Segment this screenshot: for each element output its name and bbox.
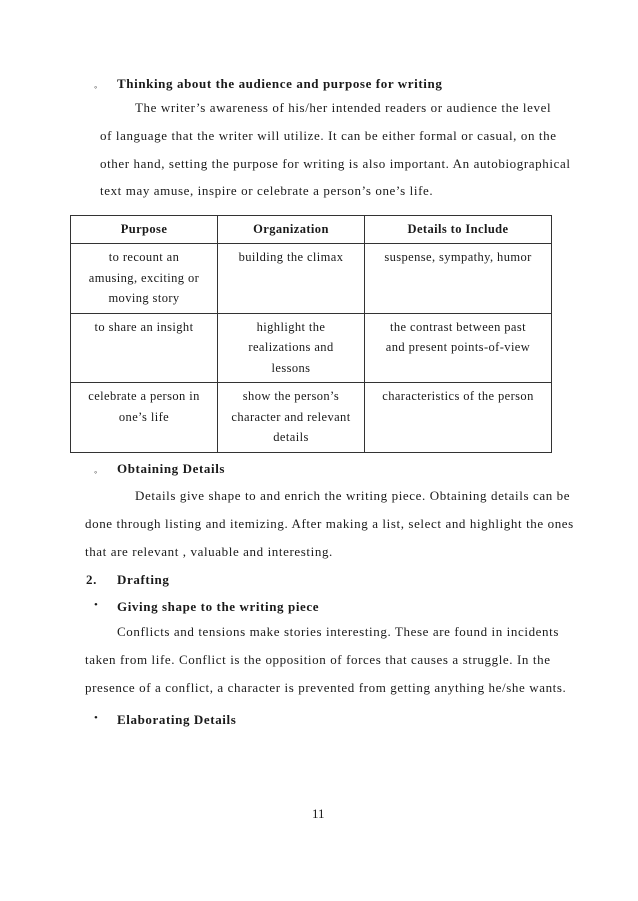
column-header-organization: Organization	[218, 216, 365, 244]
paragraph-line: presence of a conflict, a character is prevented from getting anything he/she wants.	[85, 680, 567, 695]
page-number: 11	[312, 806, 325, 821]
cell-text: suspense, sympathy, humor	[384, 250, 532, 264]
cell-text: details	[273, 430, 309, 444]
paragraph-line: that are relevant , valuable and interesting.	[85, 544, 333, 559]
section-heading-thinking: Thinking about the audience and purpose for writing	[117, 76, 443, 91]
cell-text: and present points-of-view	[385, 340, 531, 354]
bullet-icon: ◦	[94, 82, 98, 92]
cell-text: realizations and	[248, 340, 334, 354]
table-cell	[71, 313, 218, 383]
cell-text: one’s life	[118, 409, 170, 424]
cell-text: characteristics of the person	[382, 389, 534, 403]
section-heading-elaborating: Elaborating Details	[117, 712, 237, 727]
section-heading-obtaining: Obtaining Details	[117, 461, 226, 476]
paragraph-line: taken from life. Conflict is the opposition of forces that causes a struggle. In the	[85, 652, 551, 667]
table-cell	[365, 383, 552, 453]
table-cell	[218, 244, 365, 314]
cell-text: to recount an	[108, 250, 180, 264]
cell-text: amusing, exciting or	[88, 270, 200, 285]
table-row	[71, 244, 552, 314]
cell-text: lessons	[271, 360, 311, 375]
paragraph-line: other hand, setting the purpose for writing is also important. An autobiographical	[100, 156, 571, 171]
table-cell	[218, 313, 365, 383]
section-number: 2.	[86, 572, 97, 587]
table-cell	[218, 383, 365, 453]
table-header-row	[71, 216, 552, 244]
cell-text: to share an insight	[94, 319, 194, 334]
cell-text: celebrate a person in	[88, 389, 200, 403]
section-heading-giving-shape: Giving shape to the writing piece	[117, 599, 320, 614]
table-cell	[365, 244, 552, 314]
cell-text: the contrast between past	[390, 319, 526, 334]
paragraph-line: Details give shape to and enrich the writing piece. Obtaining details can be	[135, 488, 571, 503]
table-row	[71, 313, 552, 383]
paragraph-line: done through listing and itemizing. After making a list, select and highlight the ones	[85, 516, 574, 531]
cell-text: moving story	[108, 291, 180, 305]
table-cell	[71, 383, 218, 453]
table-row	[71, 383, 552, 453]
table-cell	[365, 313, 552, 383]
cell-text: show the person’s	[242, 389, 340, 403]
bullet-icon: •	[94, 599, 98, 611]
cell-text: building the climax	[238, 250, 344, 264]
cell-text: highlight the	[256, 319, 326, 334]
paragraph-line: Conflicts and tensions make stories interesting. These are found in incidents	[117, 624, 560, 639]
section-heading-drafting: Drafting	[117, 572, 170, 587]
paragraph-line: text may amuse, inspire or celebrate a person’s one’s life.	[100, 183, 434, 198]
column-header-details: Details to Include	[365, 216, 552, 244]
paragraph-line: of language that the writer will utilize. It can be either formal or casual, on the	[100, 128, 557, 143]
bullet-icon: ◦	[94, 467, 98, 477]
table-cell	[71, 244, 218, 314]
cell-text: character and relevant	[231, 409, 351, 424]
column-header-purpose: Purpose	[71, 216, 218, 244]
bullet-icon: •	[94, 712, 98, 724]
purpose-table	[70, 215, 552, 453]
paragraph-line: The writer’s awareness of his/her intended readers or audience the level	[135, 100, 552, 115]
